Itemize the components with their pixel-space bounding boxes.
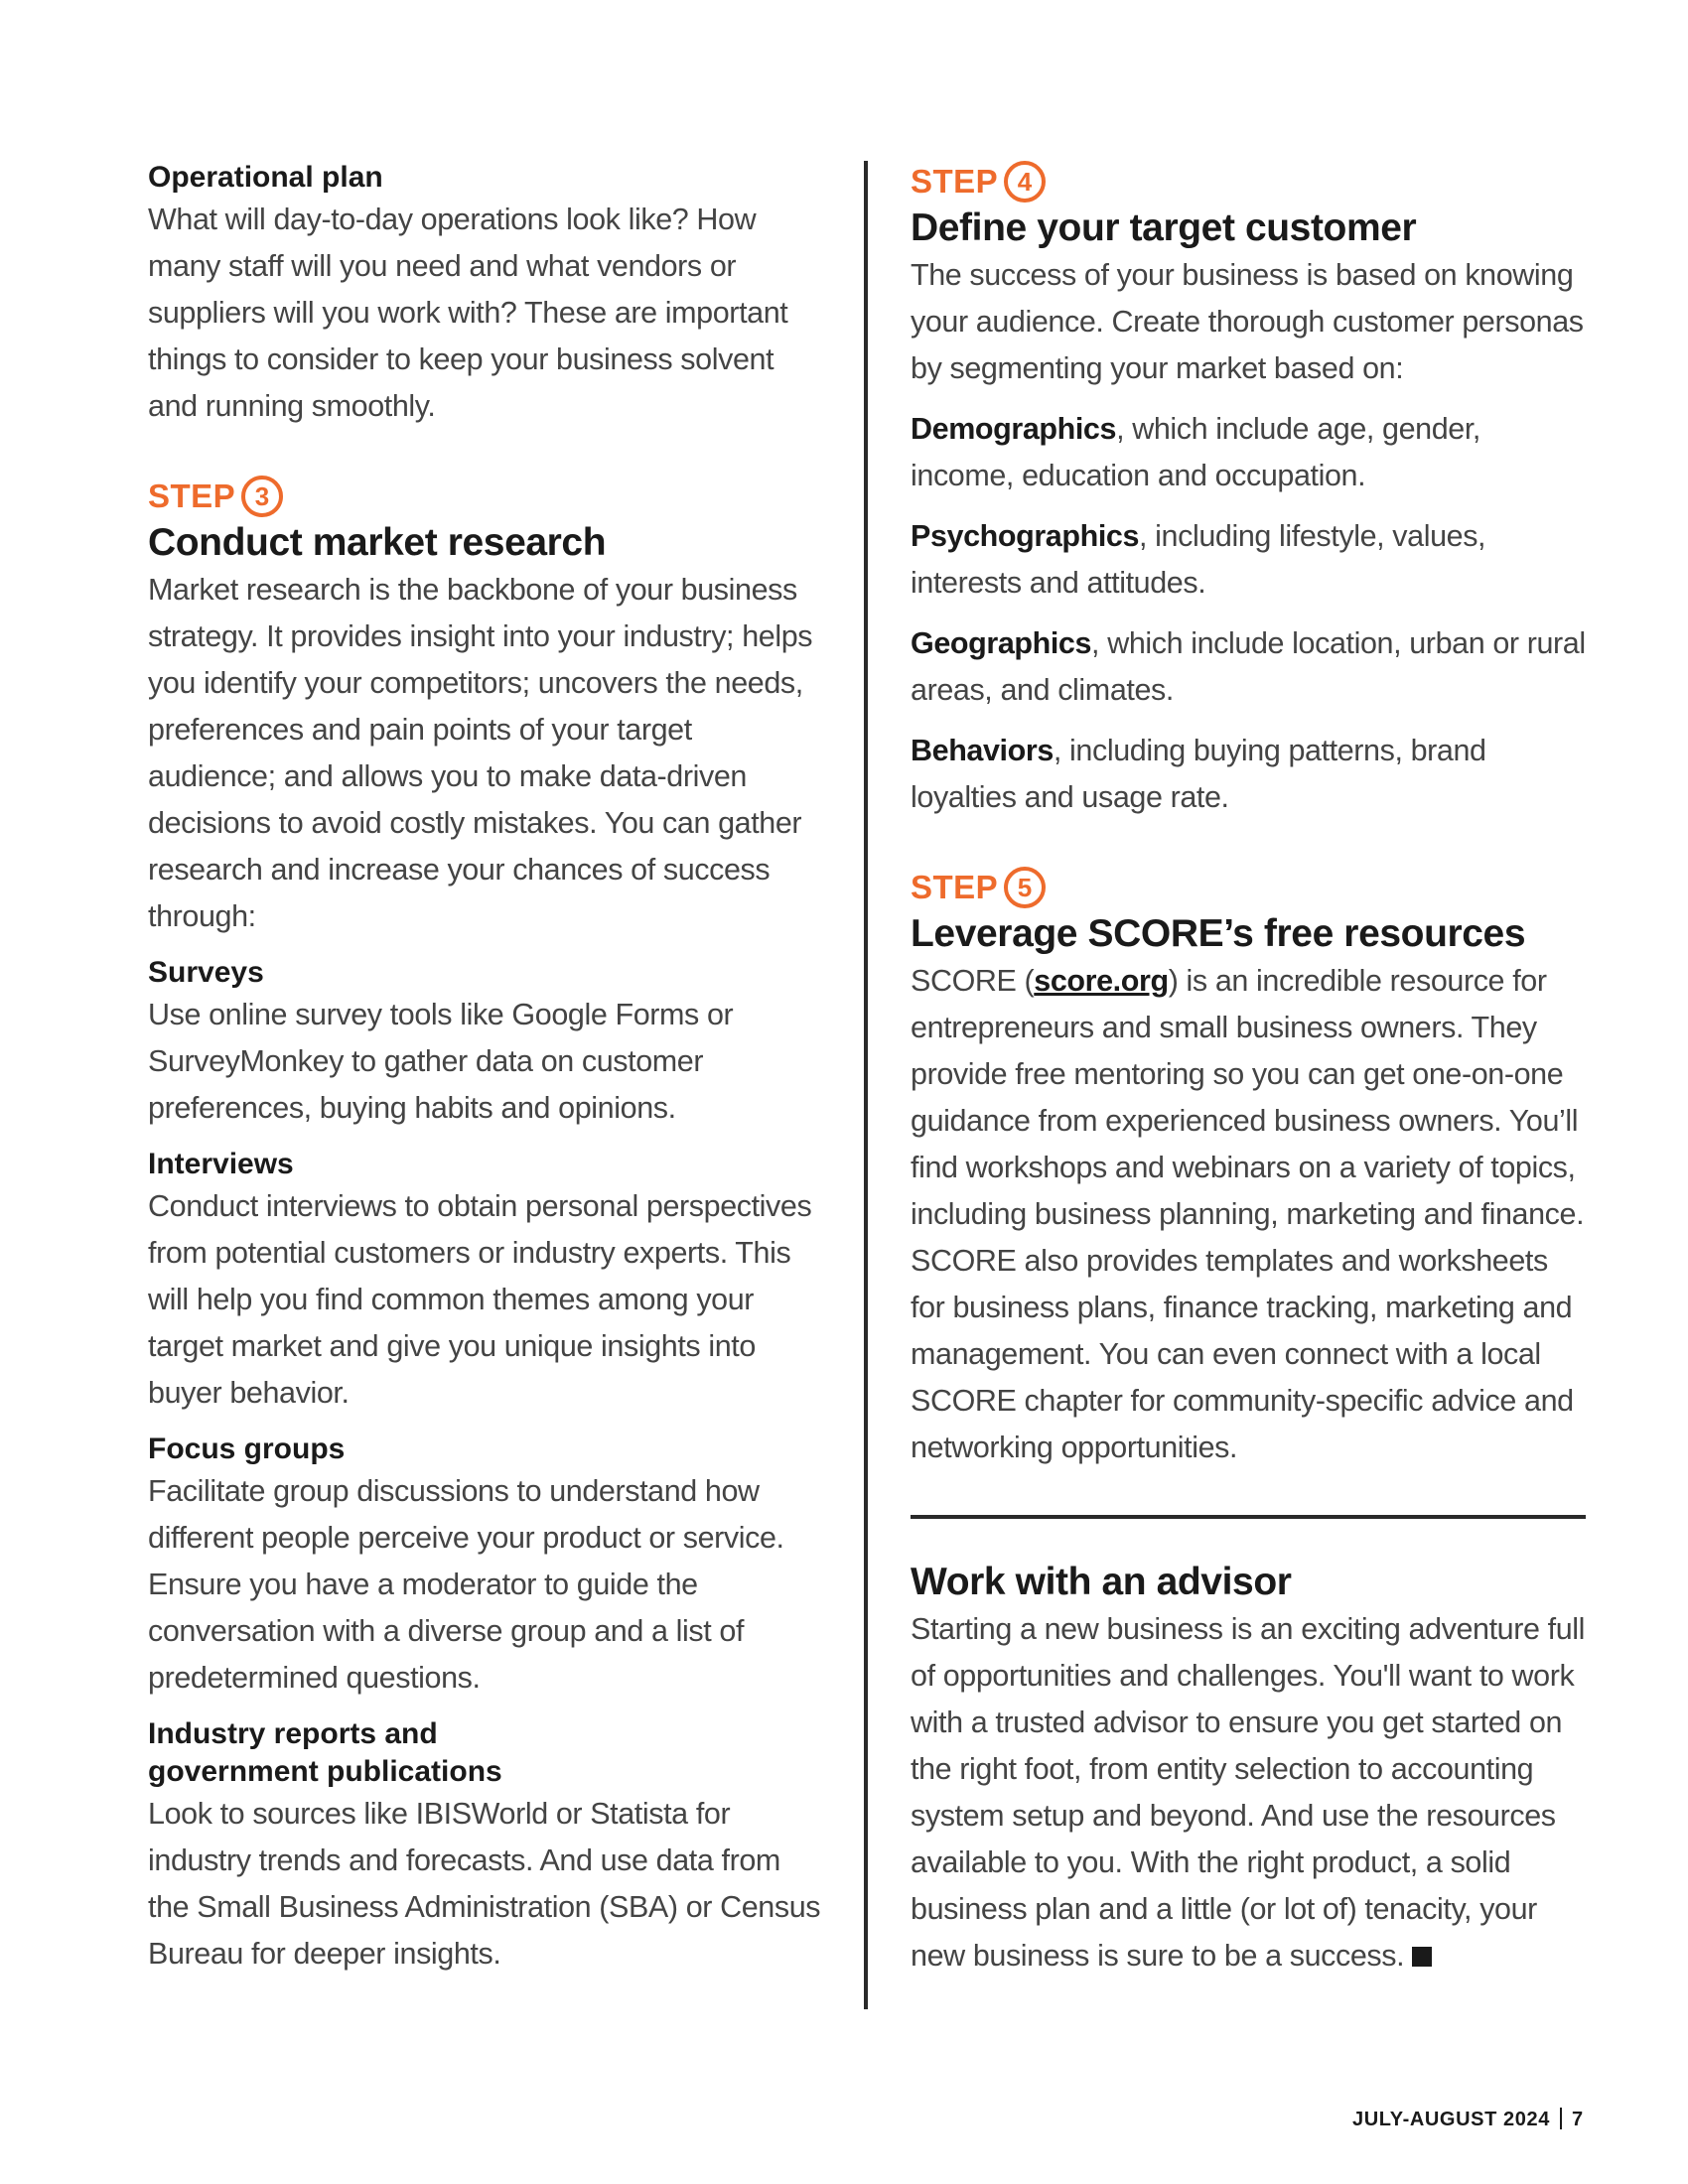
column-divider [864,161,868,2009]
operational-plan-body: What will day-to-day operations look like? How many staff will you need and what vendors or suppliers will you work with? These are important things to consider to keep your business solvent and running smoothly. [148,203,788,423]
advisor-title: Work with an advisor [911,1561,1292,1603]
segment-text: , including lifestyle, values, interests and attitudes. [911,519,1486,600]
segment-geographics [911,620,1586,714]
score-org-link[interactable]: score.org [1034,964,1169,998]
step-5-body [911,958,1586,1471]
segment-text: , which include location, urban or rural areas, and climates. [911,626,1586,707]
step-4-word: STEP [911,163,999,200]
surveys-heading: Surveys [148,956,264,989]
segment-term: Behaviors [911,734,1054,767]
operational-plan-heading: Operational plan [148,161,383,194]
step-3-word: STEP [148,478,236,514]
step-5-label [911,865,1586,910]
focus-groups-body: Facilitate group discussions to understand how different people perceive your product or service. Ensure you have a moderator to guide the conversation with a diverse group and a list of predetermined questions. [148,1474,784,1695]
step-3-number: 3 [241,476,283,517]
segment-text: , which include age, gender, income, education and occupation. [911,412,1480,492]
left-column [148,159,823,1978]
segment-demographics [911,406,1586,499]
step-5-body-post: ) is an incredible resource for entrepreneurs and small business owners. They provide free mentoring so you can get one-on-one guidance from experienced business owners. You’ll find workshops and webinars on a variety of topics, including business planning, marketing and finance. SCORE also provides templates and worksheets for business plans, finance tracking, marketing and management. You can even connect with a local SCORE chapter for community-specific advice and networking opportunities. [911,964,1585,1464]
footer-issue: JULY-AUGUST 2024 [1352,2109,1550,2130]
step-4-label [911,159,1586,205]
end-mark-icon [1412,1947,1432,1967]
step-4-title: Define your target customer [911,206,1417,249]
industry-reports-heading [148,1715,823,1791]
segment-term: Psychographics [911,519,1140,553]
focus-groups-heading: Focus groups [148,1433,346,1465]
footer-page-number: 7 [1571,2109,1584,2130]
step-5-number: 5 [1004,867,1046,908]
section-divider [911,1515,1586,1519]
surveys-body: Use online survey tools like Google Forms or SurveyMonkey to gather data on customer preferences, buying habits and opinions. [148,998,734,1125]
industry-reports-heading-line1: Industry reports and [148,1717,438,1750]
segment-text: , including buying patterns, brand loyalties and usage rate. [911,734,1486,814]
step-3-label [148,474,823,519]
step-4-intro: The success of your business is based on knowing your audience. Create thorough customer personas by segmenting your market based on: [911,258,1584,385]
step-5-title: Leverage SCORE’s free resources [911,912,1526,955]
step-4-number: 4 [1004,161,1046,203]
step-5-body-pre: SCORE ( [911,964,1035,998]
right-column [911,159,1586,1979]
segment-term: Geographics [911,626,1092,660]
interviews-body: Conduct interviews to obtain personal perspectives from potential customers or industry experts. This will help you find common themes among your target market and give you unique insights into buyer behavior. [148,1189,812,1410]
segment-term: Demographics [911,412,1117,446]
page-footer [1352,2108,1584,2131]
industry-reports-heading-line2: government publications [148,1755,502,1788]
step-3-intro: Market research is the backbone of your business strategy. It provides insight into your industry; helps you identify your competitors; uncovers the needs, preferences and pain points of your target audience; and allows you to make data-driven decisions to avoid costly mistakes. You can gather research and increase your chances of success through: [148,573,813,933]
segment-behaviors [911,728,1586,821]
advisor-body-text: Starting a new business is an exciting adventure full of opportunities and challenges. You'll want to work with a trusted advisor to ensure you get started on the right foot, from entity selection to accounting system setup and beyond. And use the resources available to you. With the right product, a solid business plan and a little (or lot of) tenacity, your new business is sure to be a success. [911,1612,1586,1973]
industry-reports-body: Look to sources like IBISWorld or Statista for industry trends and forecasts. And use data from the Small Business Administration (SBA) or Census Bureau for deeper insights. [148,1797,821,1971]
footer-separator [1560,2108,1562,2129]
interviews-heading: Interviews [148,1148,294,1180]
step-3-title: Conduct market research [148,521,607,564]
step-5-word: STEP [911,869,999,905]
advisor-body [911,1606,1586,1979]
segment-psychographics [911,513,1586,607]
